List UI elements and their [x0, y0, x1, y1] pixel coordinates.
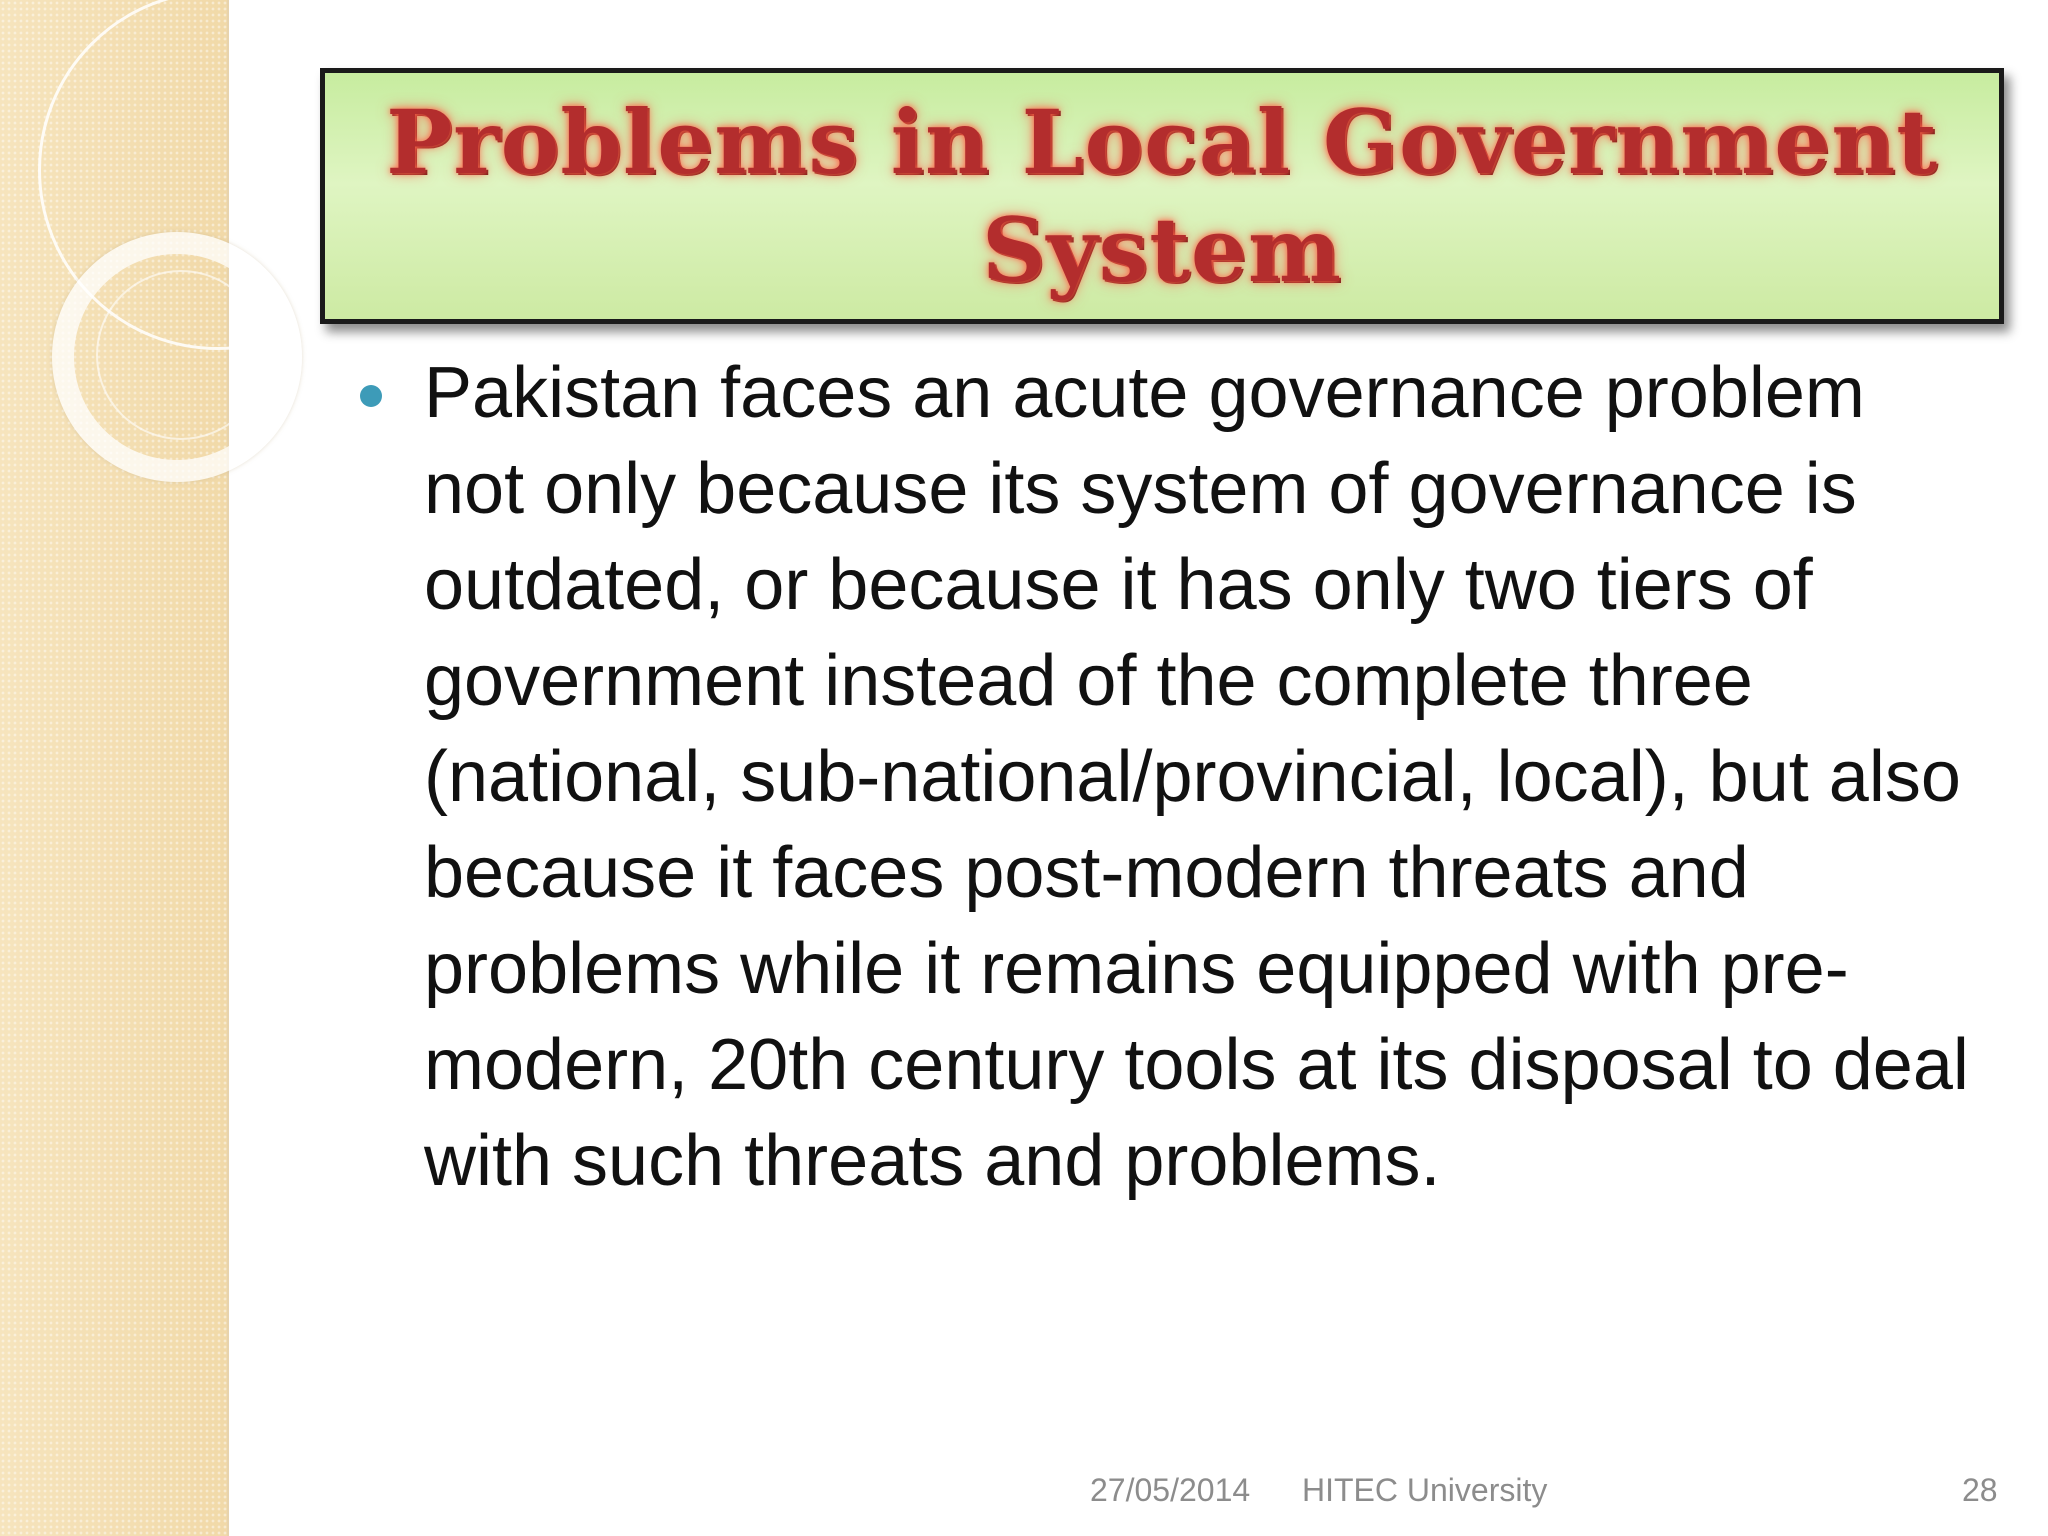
decorative-ring	[96, 270, 266, 440]
decorative-sidebar	[0, 0, 229, 1536]
slide-title: Problems in Local Government System	[386, 90, 1938, 302]
bullet-text: Pakistan faces an acute governance problem not only because its system of governance is outdated, or because it has only two tiers of government instead of the complete three (national, sub-national/provincial, local), but also because it faces post-modern threats and problems while it remains equipped with pre-modern, 20th century tools at its disposal to deal with such threats and problems.	[424, 353, 1969, 1201]
bullet-dot-icon	[360, 385, 382, 407]
bullet-item	[360, 345, 1980, 1209]
footer-organization: HITEC University	[1302, 1472, 1548, 1508]
footer-page-number: 28	[1962, 1472, 1998, 1508]
title-box	[320, 68, 2004, 324]
footer-date: 27/05/2014	[1090, 1472, 1251, 1508]
slide-content	[360, 345, 1980, 1209]
